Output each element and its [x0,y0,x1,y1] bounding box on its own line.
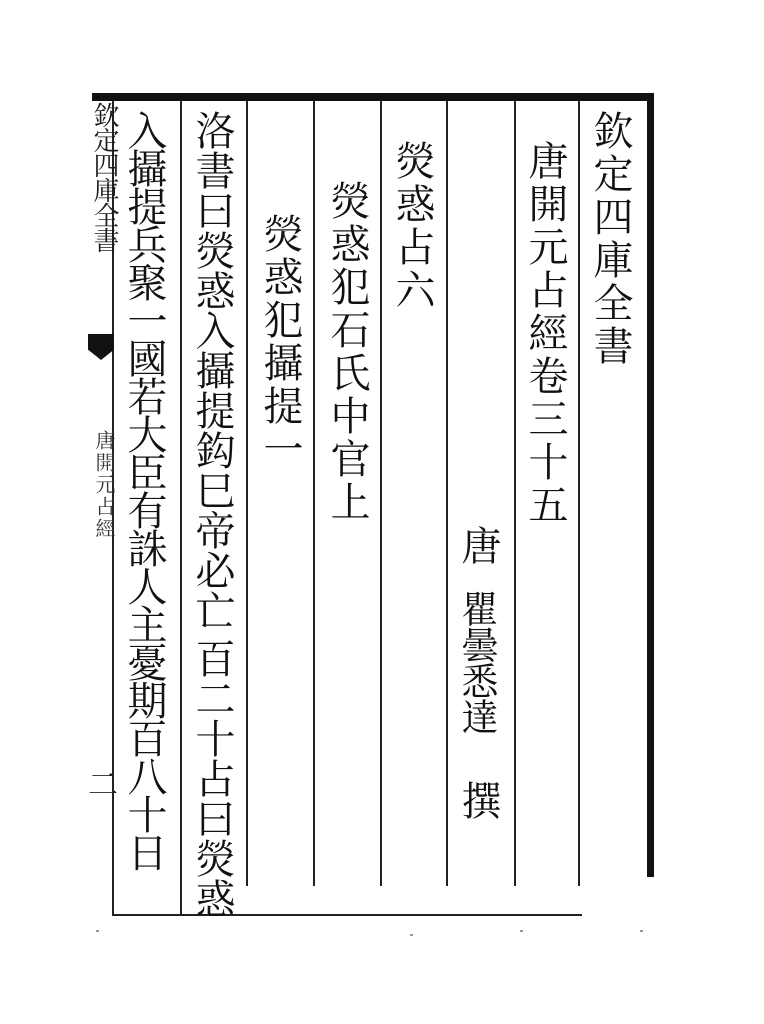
column-divider [514,101,516,886]
column-divider [246,101,248,886]
column-divider [313,101,315,886]
scan-speck [410,934,413,936]
column-divider [446,101,448,886]
frame-right-border [647,93,654,877]
column-divider [180,101,182,914]
column-text-luoshu: 洛書曰熒惑入攝提鈎巳帝必亡 [189,110,235,630]
frame-bottom-border [112,914,582,916]
column-compiled: 撰 [455,780,501,823]
scan-speck [520,930,523,932]
margin-book-title: 唐開元占經 [92,430,116,540]
margin-page-number: 二 [88,768,118,803]
column-volume-title: 唐開元占經卷三十五 [522,140,568,527]
column-section-heading: 熒惑犯石氏中官上 [324,180,370,524]
margin-collection-title: 欽定四庫全書 [89,102,119,252]
frame-top-border [92,93,654,101]
column-divider [380,101,382,886]
column-author: 瞿曇悉達 [455,590,498,734]
scan-speck [640,930,643,932]
column-chapter-heading: 熒惑占六 [389,140,435,312]
column-dynasty: 唐 [455,525,501,568]
column-text-main: 入攝提兵聚一國若大臣有誅人主憂期百八十日 [121,110,167,870]
column-divider [578,101,580,886]
column-collection-title: 欽定四庫全書 [587,110,633,368]
column-text-commentary: 百二十占曰熒惑 [189,638,235,918]
scan-speck [96,930,99,932]
column-subsection-heading: 熒惑犯攝提一 [257,213,303,471]
